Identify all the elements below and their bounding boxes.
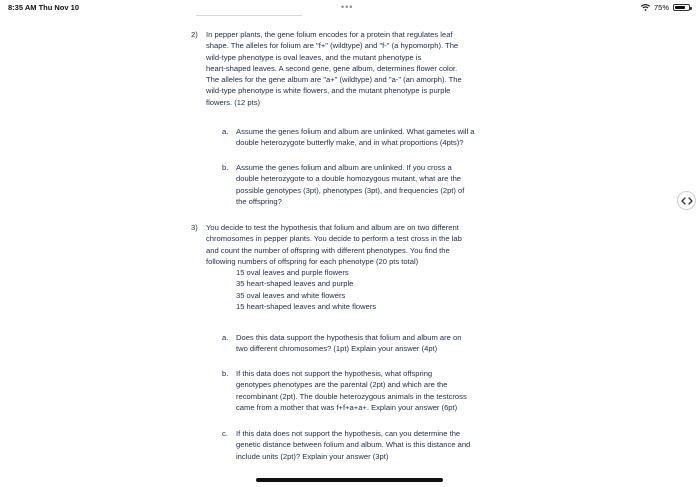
q2-line: wild-type phenotype is white flowers, and the mutant phenotype is purple <box>206 86 451 96</box>
q3-text <box>206 222 462 267</box>
q2-line: heart-shaped leaves. A second gene, gene album, determines flower color. <box>206 63 458 73</box>
q2a-text <box>236 126 474 149</box>
q2b-text <box>236 162 464 207</box>
q3a-line: Does this data support the hypothesis that folium and album are on <box>236 333 462 342</box>
q3a-line: two different chromosomes? (1pt) Explain your answer (4pt) <box>236 344 438 354</box>
q2-line: The alleles for the gene album are "a+" (wildtype) and "a-" (an amorph). The <box>206 75 462 85</box>
battery-icon <box>673 4 690 11</box>
q3c-label: c. <box>222 429 228 438</box>
q3c-line: genetic distance between folium and album. What is this distance and <box>236 440 471 450</box>
q3-counts <box>236 267 376 312</box>
battery-percent: 75% <box>653 3 669 12</box>
q3b-line: came from a mother that was f+f+a+a+. Explain your answer (6pt) <box>236 402 458 412</box>
q2-number: 2) <box>191 30 198 39</box>
q3-number: 3) <box>191 223 198 232</box>
q3a-text <box>236 332 461 355</box>
count-item: 15 oval leaves and purple flowers <box>236 268 349 277</box>
q3b-text <box>236 368 467 413</box>
battery-fill <box>675 6 685 9</box>
q2a-line: Assume the genes folium and album are unlinked. What gametes will a <box>236 127 475 136</box>
q3b-line: recombinant (2pt). The double heterozygous animals in the testcross <box>236 391 467 401</box>
q2-line: shape. The alleles for folium are "f+" (wildtype) and "f-" (a hypomorph). The <box>206 41 459 51</box>
q2a-label: a. <box>222 127 229 136</box>
status-time: 8:35 AM Thu Nov 10 <box>8 3 79 12</box>
q2a-line: double heterozygote butterfly make, and in what proportions (4pts)? <box>236 138 464 148</box>
multitasking-dots[interactable]: ••• <box>341 2 354 12</box>
q3b-label: b. <box>222 369 229 378</box>
q2-line: In pepper plants, the gene folium encodes for a protein that regulates leaf <box>206 30 453 39</box>
q3b-line: genotypes phenotypes are the parental (2pt) and which are the <box>236 380 448 390</box>
q3-line: following numbers of offspring for each phenotype (20 pts total) <box>206 256 419 266</box>
page-nav-icon <box>681 197 693 205</box>
q2-text <box>206 29 462 108</box>
q2b-line: double heterozygote to a double homozygous mutant, what are the <box>236 174 462 184</box>
home-indicator[interactable] <box>256 478 443 482</box>
q2b-label: b. <box>222 163 229 172</box>
q2b-line: Assume the genes folium and album are unlinked. If you cross a <box>236 163 452 172</box>
q3c-line: If this data does not support the hypothesis, can you determine the <box>236 429 461 438</box>
status-bar <box>0 0 700 16</box>
count-item: 35 heart-shaped leaves and purple <box>236 279 354 289</box>
q3a-label: a. <box>222 333 229 342</box>
q3-line: chromosomes in pepper plants. You decide to perform a test cross in the lab <box>206 234 462 244</box>
q3-line: You decide to test the hypothesis that folium and album are on two different <box>206 223 459 232</box>
status-right <box>641 3 690 12</box>
q3c-line: include units (2pt)? Explain your answer (3pt) <box>236 451 389 461</box>
q2b-line: the offspring? <box>236 196 282 206</box>
q2b-line: possible genotypes (3pt), phenotypes (3pt), and frequencies (2pt) of <box>236 185 465 195</box>
q2-line: wild-type phenotype is oval leaves, and the mutant phenotype is <box>206 52 422 62</box>
q3b-line: If this data does not support the hypothesis, what offspring <box>236 369 433 378</box>
count-item: 15 heart-shaped leaves and white flowers <box>236 301 377 311</box>
q3c-text <box>236 428 470 462</box>
wifi-icon <box>641 4 650 11</box>
count-item: 35 oval leaves and white flowers <box>236 290 346 300</box>
q3-line: and count the number of offspring with different phenotypes. You find the <box>206 245 450 255</box>
document-top-divider <box>196 15 302 16</box>
page-nav-button[interactable] <box>677 191 696 210</box>
q2-line: flowers. (12 pts) <box>206 97 261 107</box>
